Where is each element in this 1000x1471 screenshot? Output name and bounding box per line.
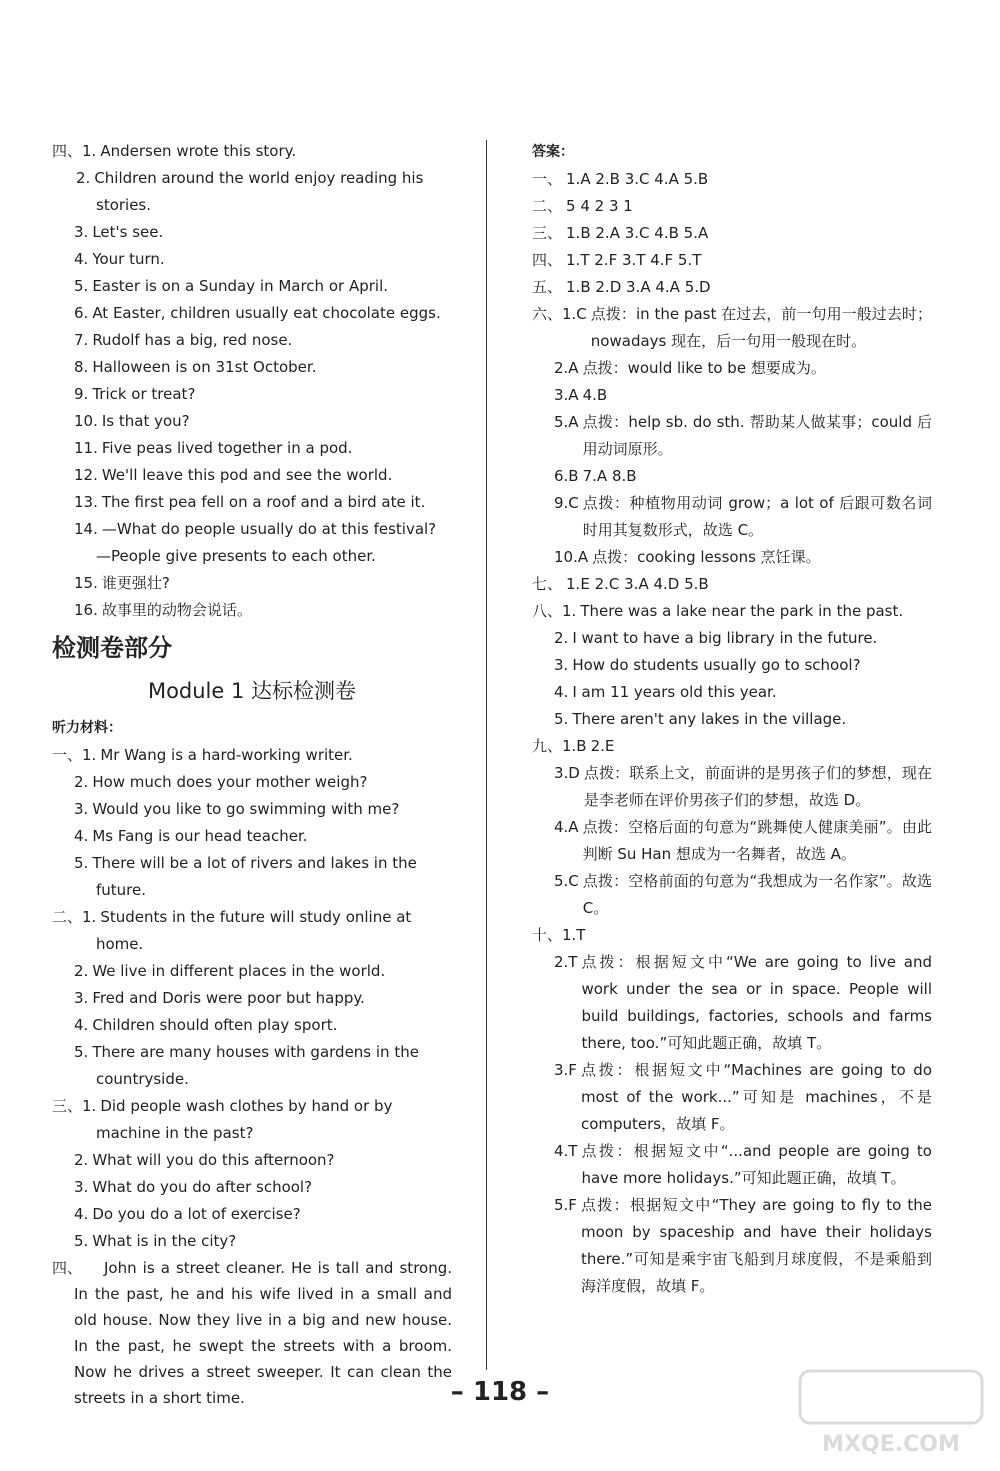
item-text: countryside. — [96, 1070, 189, 1088]
item-text: 点拨：cooking lessons 烹饪课。 — [592, 548, 821, 566]
item-text: There are many houses with gardens in the — [92, 1043, 419, 1061]
item-text — [589, 922, 932, 949]
item-number: 3. — [554, 656, 569, 674]
item-text: 5 4 2 3 1 — [566, 197, 633, 215]
list-item — [52, 489, 452, 516]
item-text: Trick or treat? — [92, 385, 196, 403]
list-item — [532, 679, 932, 706]
item-text: 点拨：根据短文中“They are going to fly to the moon by spaceship and have their holidays there.”可知是乘宇宙飞船到月球度假，不是乘船到海洋度假，故填 F。 — [580, 1196, 932, 1295]
answers-header: 答案： — [532, 144, 574, 160]
item-text: At Easter, children usually eat chocolate eggs. — [92, 304, 441, 322]
item-text: —What do people usually do at this festival? — [101, 520, 437, 538]
list-item — [532, 544, 932, 571]
item-text: 点拨：help sb. do sth. 帮助某人做某事；could 后用动词原形。 — [582, 413, 932, 458]
item-number: 十、1.T — [532, 926, 586, 944]
item-number: 二、1. — [52, 908, 97, 926]
item-number: 4. — [74, 250, 89, 268]
item-number: 2.A — [554, 359, 579, 377]
list-item — [52, 435, 452, 462]
item-text: Ms Fang is our head teacher. — [92, 827, 308, 845]
item-number: 九、1.B — [532, 737, 587, 755]
list-item — [532, 625, 932, 652]
item-text: Mr Wang is a hard-working writer. — [100, 746, 353, 764]
list-item — [532, 760, 932, 814]
item-number: 2. — [74, 962, 89, 980]
item-number: 2. — [74, 1151, 89, 1169]
item-number: 6. — [74, 304, 89, 322]
item-text: 点拨：in the past 在过去，前一句用一般过去时；nowadays 现在，后一句用一般现在时。 — [590, 305, 932, 350]
item-text: Andersen wrote this story. — [100, 142, 297, 160]
list-item — [52, 1093, 452, 1120]
item-text: 点拨：根据短文中“We are going to live and work under the sea or in space. People will build buildings, factories, schools and farms there, too.”可知此题正确，故填 T。 — [581, 953, 932, 1052]
item-text: 点拨：联系上文，前面讲的是男孩子们的梦想，现在是李老师在评价男孩子们的梦想，故选 D。 — [583, 764, 932, 809]
list-item — [52, 1012, 452, 1039]
list-item — [52, 165, 452, 192]
item-text: 点拨：空格前面的句意为“我想成为一名作家”。故选 C。 — [582, 872, 932, 917]
list-item — [532, 166, 932, 193]
list-item — [532, 409, 932, 463]
item-text: Let's see. — [92, 223, 164, 241]
list-item — [52, 742, 452, 769]
item-text: 1.B 2.D 3.A 4.A 5.D — [566, 278, 711, 296]
item-text: 点拨：空格后面的句意为“跳舞使人健康美丽”。由此判断 Su Han 想成为一名舞者，故选 A。 — [582, 818, 932, 863]
list-item — [52, 192, 452, 219]
item-number: 5. — [74, 1232, 89, 1250]
list-item — [52, 570, 452, 597]
list-item — [532, 463, 932, 490]
item-number: 3.D — [554, 764, 580, 782]
item-number: 13. — [74, 493, 98, 511]
list-item — [52, 273, 452, 300]
passage-text: John is a street cleaner. He is tall and strong. In the past, he and his wife lived in a small and old house. Now they live in a big and new house. In the past, he swept the streets with a broom. Now he drives a street sweeper. It can clean the streets in a short time. — [74, 1259, 452, 1407]
left-column — [52, 138, 452, 1411]
item-number: 12. — [74, 466, 98, 484]
item-text: 2.E — [590, 737, 615, 755]
list-item — [52, 1174, 452, 1201]
item-number: 10.A — [554, 548, 589, 566]
item-number: 3. — [74, 989, 89, 1007]
list-item — [532, 598, 932, 625]
list-item — [52, 823, 452, 850]
item-number: 7. — [74, 331, 89, 349]
list-item — [532, 949, 932, 1057]
item-number: 2. — [74, 773, 89, 791]
item-number: 16. — [74, 601, 98, 619]
list-item — [52, 1120, 452, 1147]
item-number: 4.T — [554, 1142, 578, 1160]
list-item — [52, 796, 452, 823]
list-item — [532, 247, 932, 274]
item-number: 四、1. — [52, 142, 97, 160]
item-text: How much does your mother weigh? — [92, 773, 368, 791]
item-number: 一、1. — [52, 746, 97, 764]
item-text: How do students usually go to school? — [572, 656, 861, 674]
list-item — [532, 490, 932, 544]
list-item — [532, 922, 932, 949]
list-item — [52, 219, 452, 246]
watermark-logo — [796, 1363, 986, 1463]
list-item — [52, 769, 452, 796]
item-text: There aren't any lakes in the village. — [572, 710, 847, 728]
item-text: 1.T 2.F 3.T 4.F 5.T — [566, 251, 702, 269]
item-text: home. — [96, 935, 144, 953]
item-text: Halloween is on 31st October. — [92, 358, 317, 376]
list-item — [52, 246, 452, 273]
list-item — [52, 985, 452, 1012]
item-text: I am 11 years old this year. — [572, 683, 777, 701]
list-item — [532, 1138, 932, 1192]
item-number: 5. — [74, 1043, 89, 1061]
item-text: Fred and Doris were poor but happy. — [92, 989, 365, 1007]
item-number: 3. — [74, 223, 89, 241]
list-item — [52, 1228, 452, 1255]
item-number: 2.T — [554, 953, 578, 971]
list-item — [532, 733, 932, 760]
list-item — [52, 516, 452, 543]
item-text: What is in the city? — [92, 1232, 237, 1250]
item-text: 故事里的动物会说话。 — [101, 601, 252, 619]
item-text: Would you like to go swimming with me? — [92, 800, 400, 818]
item-text: 1.B 2.A 3.C 4.B 5.A — [566, 224, 709, 242]
list-item — [532, 706, 932, 733]
item-text: 1.A 2.B 3.C 4.A 5.B — [566, 170, 709, 188]
item-number: 5.A — [554, 413, 579, 431]
list-item — [532, 274, 932, 301]
item-text: 点拨：根据短文中“Machines are going to do most of the work...”可知是 machines，不是 computers，故填 F。 — [580, 1061, 932, 1133]
list-item — [532, 382, 932, 409]
item-text: 4.B — [582, 386, 608, 404]
item-number: 三、 — [532, 224, 563, 242]
item-text: 7.A 8.B — [582, 467, 637, 485]
list-item — [52, 597, 452, 624]
list-item — [52, 958, 452, 985]
list-item — [52, 1039, 452, 1066]
item-number: 五、 — [532, 278, 563, 296]
item-number: 3.F — [554, 1061, 577, 1079]
listening-header: 听力材料： — [52, 720, 122, 736]
item-text: We live in different places in the world. — [92, 962, 386, 980]
item-text: Is that you? — [101, 412, 190, 430]
item-number: 5. — [74, 854, 89, 872]
list-item — [52, 850, 452, 877]
item-number: 3.A — [554, 386, 579, 404]
item-number: 3. — [74, 800, 89, 818]
list-item — [532, 301, 932, 355]
item-number: 七、 — [532, 575, 563, 593]
section-title: 检测卷部分 — [52, 634, 172, 662]
list-item — [52, 1147, 452, 1174]
item-number: 5.C — [554, 872, 579, 890]
item-text: Children around the world enjoy reading his — [94, 169, 424, 187]
listening-materials — [52, 742, 452, 1255]
list-item — [52, 931, 452, 958]
list-item — [532, 868, 932, 922]
module-title: Module 1 达标检测卷 — [147, 679, 357, 703]
item-text: What do you do after school? — [92, 1178, 313, 1196]
item-number: 八、1. — [532, 602, 577, 620]
list-item — [52, 354, 452, 381]
passage-label: 四、 — [52, 1259, 83, 1277]
item-text: 点拨：种植物用动词 grow；a lot of 后跟可数名词时用其复数形式，故选 C。 — [582, 494, 932, 539]
item-number: 二、 — [532, 197, 563, 215]
list-item — [532, 814, 932, 868]
item-text: Five peas lived together in a pod. — [101, 439, 353, 457]
list-item — [52, 300, 452, 327]
item-number: 5. — [74, 277, 89, 295]
column-divider — [486, 140, 487, 1370]
item-number: 15. — [74, 574, 98, 592]
item-text: 谁更强壮? — [101, 574, 170, 592]
list-item — [52, 1066, 452, 1093]
item-number: 10. — [74, 412, 98, 430]
list-item — [532, 571, 932, 598]
item-text: Rudolf has a big, red nose. — [92, 331, 293, 349]
item-text: There was a lake near the park in the past. — [580, 602, 904, 620]
item-text: Did people wash clothes by hand or by — [100, 1097, 393, 1115]
item-text: Students in the future will study online at — [100, 908, 412, 926]
list-item — [532, 652, 932, 679]
item-text: What will you do this afternoon? — [92, 1151, 335, 1169]
list-item — [532, 220, 932, 247]
page-number: – 118 – — [450, 1377, 550, 1407]
item-number: 4. — [74, 1205, 89, 1223]
item-number: 一、 — [532, 170, 563, 188]
item-text: future. — [96, 881, 147, 899]
item-number: 4. — [74, 827, 89, 845]
item-text: Your turn. — [92, 250, 165, 268]
item-text: 1.E 2.C 3.A 4.D 5.B — [566, 575, 709, 593]
list-item — [52, 327, 452, 354]
item-number: 11. — [74, 439, 98, 457]
right-column — [532, 138, 932, 1300]
item-number: 6.B — [554, 467, 579, 485]
list-item — [52, 462, 452, 489]
item-text: Do you do a lot of exercise? — [92, 1205, 301, 1223]
list-item — [52, 1201, 452, 1228]
item-number: 3. — [74, 1178, 89, 1196]
item-number: 2. — [76, 169, 91, 187]
item-text: Children should often play sport. — [92, 1016, 338, 1034]
list-item — [52, 877, 452, 904]
list-item — [532, 193, 932, 220]
item-number: 4.A — [554, 818, 579, 836]
item-number: 8. — [74, 358, 89, 376]
item-number: 5.F — [554, 1196, 577, 1214]
item-text: machine in the past? — [96, 1124, 254, 1142]
item-text: 点拨：根据短文中“...and people are going to have more holidays.”可知此题正确，故填 T。 — [581, 1142, 932, 1187]
item-text: 点拨：would like to be 想要成为。 — [582, 359, 826, 377]
item-text: stories. — [96, 196, 152, 214]
item-number: 14. — [74, 520, 98, 538]
section-4-answers — [52, 138, 452, 624]
item-text: There will be a lot of rivers and lakes in the — [92, 854, 417, 872]
item-text: I want to have a big library in the future. — [572, 629, 878, 647]
list-item — [52, 381, 452, 408]
item-number: 三、1. — [52, 1097, 97, 1115]
list-item — [532, 1192, 932, 1300]
list-item — [52, 408, 452, 435]
item-number: 4. — [74, 1016, 89, 1034]
watermark-text: MXQE.COM — [822, 1432, 960, 1457]
list-item — [532, 1057, 932, 1138]
answers-list — [532, 166, 932, 1300]
item-text: —People give presents to each other. — [96, 547, 376, 565]
item-text: Easter is on a Sunday in March or April. — [92, 277, 388, 295]
item-number: 4. — [554, 683, 569, 701]
item-number: 9.C — [554, 494, 579, 512]
item-text: We'll leave this pod and see the world. — [101, 466, 393, 484]
item-number: 9. — [74, 385, 89, 403]
list-item — [52, 543, 452, 570]
item-number: 5. — [554, 710, 569, 728]
item-number: 六、1.C — [532, 305, 587, 323]
list-item — [532, 355, 932, 382]
list-item — [52, 904, 452, 931]
list-item — [52, 138, 452, 165]
item-text: The first pea fell on a roof and a bird ate it. — [101, 493, 426, 511]
item-number: 2. — [554, 629, 569, 647]
item-number: 四、 — [532, 251, 563, 269]
